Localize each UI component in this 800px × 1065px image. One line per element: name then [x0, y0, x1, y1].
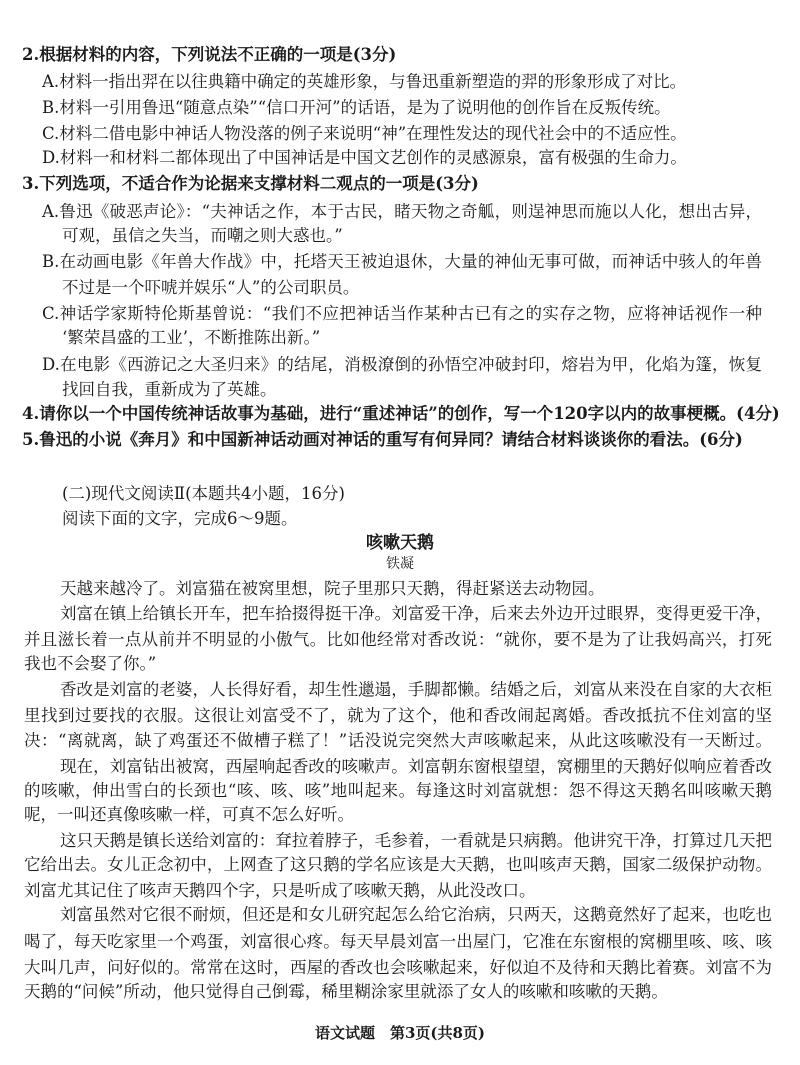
page-footer: 语文试题 第3页(共8页) — [314, 1024, 486, 1042]
option-a: A.鲁迅《破恶声论》：“夫神话之作，本于古民，睹天物之奇觚，则逞神思而施以人化，想出古异， — [42, 202, 762, 221]
option-d-cont: 找回自我，重新成为了英雄。 — [62, 380, 277, 399]
option-a: A.材料一指出羿在以往典籍中确定的英雄形象，与鲁迅重新塑造的羿的形象形成了对比。 — [42, 72, 687, 91]
passage-line: 它给出去。女儿正念初中，上网查了这只鹅的学名应该是大天鹅，也叫咳声天鹅，国家二级保护动物。 — [24, 855, 772, 874]
passage-line: 刘富尤其记住了咳声天鹅四个字，只是听成了咳嗽天鹅，从此没改口。 — [24, 881, 536, 900]
question-stem: 3.下列选项，不适合作为论据来支撑材料二观点的一项是(3分) — [22, 174, 479, 193]
passage-line: 现在，刘富钻出被窝，西屋响起香改的咳嗽声。刘富朝东窗根望望，窝棚里的天鹅好似响应着香改 — [60, 757, 772, 776]
passage-line: 的咳嗽，伸出雪白的长颈也“咳、咳、咳”地叫起来。每逢这时刘富就想：怨不得这天鹅名叫咳嗽天鹅 — [24, 781, 772, 800]
passage-line: 刘富在镇上给镇长开车，把车拾掇得挺干净。刘富爱干净，后来去外边开过眼界，变得更爱干净， — [60, 604, 772, 623]
option-c: C.神话学家斯特伦斯基曾说：“我们不应把神话当作某种古已有之的实存之物，应将神话视作一种 — [42, 304, 762, 323]
passage-title: 咳嗽天鹅 — [366, 533, 434, 553]
passage-line: 呢，一叫还真像咳嗽一样，可真不怎么好听。 — [24, 805, 354, 824]
passage-line: 天越来越冷了。刘富猫在被窝里想，院子里那只天鹅，得赶紧送去动物园。 — [60, 579, 605, 598]
section-heading: (二)现代文阅读Ⅱ(本题共4小题，16分) — [62, 484, 345, 503]
section-instruction: 阅读下面的文字，完成6～9题。 — [62, 509, 298, 528]
option-a-cont: 可观，虽信之失当，而嘲之则大惑也。” — [62, 226, 343, 245]
passage-line: 并且滋长着一点从前并不明显的小傲气。比如他经常对香改说：“就你，要不是为了让我妈高兴，打死 — [24, 630, 772, 649]
passage-line: 我也不会娶了你。” — [24, 654, 157, 673]
option-b-cont: 不过是一个吓唬并娱乐“人”的公司职员。 — [62, 278, 360, 297]
option-b: B.材料一引用鲁迅“随意点染”“信口开河”的话语，是为了说明他的创作旨在反叛传统。 — [42, 98, 671, 117]
passage-author: 铁凝 — [386, 556, 414, 572]
question-stem: 2.根据材料的内容，下列说法不正确的一项是(3分) — [22, 45, 397, 64]
passage-line: 刘富虽然对它很不耐烦，但还是和女儿研究起怎么给它治病，只两天，这鹅竟然好了起来，也吃也 — [60, 905, 772, 924]
passage-line: 天鹅的“问候”所动，他只觉得自己倒霉，稀里糊涂家里就添了女人的咳嗽和咳嗽的天鹅。 — [24, 982, 668, 1001]
passage-line: 喝了，每天吃家里一个鸡蛋，刘富很心疼。每天早晨刘富一出屋门，它准在东窗根的窝棚里咳、咳、咳 — [24, 932, 772, 951]
passage-line: 大叫几声，问好似的。常常在这时，西屋的香改也会咳嗽起来，好似迫不及待和天鹅比着赛。刘富不为 — [24, 958, 772, 977]
option-c-cont: ‘繁荣昌盛的工业’，不断推陈出新。” — [62, 328, 321, 347]
passage-line: 决：“离就离，缺了鸡蛋还不做槽子糕了！”话没说完突然大声咳嗽起来，从此这咳嗽没有一天断过。 — [24, 731, 772, 750]
option-c: C.材料二借电影中神话人物没落的例子来说明“神”在理性发达的现代社会中的不适应性。 — [42, 124, 687, 143]
option-b: B.在动画电影《年兽大作战》中，托塔天王被迫退休，大量的神仙无事可做，而神话中骇人的年兽 — [42, 252, 762, 271]
question-5: 5.鲁迅的小说《奔月》和中国新神话动画对神话的重写有何异同？请结合材料谈谈你的看法。(6分) — [22, 430, 743, 449]
passage-line: 香改是刘富的老婆，人长得好看，却生性邋遢，手脚都懒。结婚之后，刘富从来没在自家的大衣柜 — [60, 680, 772, 699]
passage-line: 这只天鹅是镇长送给刘富的：耷拉着脖子，毛参着，一看就是只病鹅。他讲究干净，打算过几天把 — [60, 831, 772, 850]
passage-line: 里找到过要找的衣服。这很让刘富受不了，就为了这个，他和香改闹起离婚。香改抵抗不住刘富的坚 — [24, 706, 772, 725]
option-d: D.在电影《西游记之大圣归来》的结尾，消极潦倒的孙悟空冲破封印，熔岩为甲，化焰为篷，恢复 — [42, 355, 762, 374]
question-4: 4.请你以一个中国传统神话故事为基础，进行“重述神话”的创作，写一个120字以内的故事梗概。(4分) — [22, 404, 780, 423]
option-d: D.材料一和材料二都体现出了中国神话是中国文艺创作的灵感源泉，富有极强的生命力。 — [42, 148, 687, 167]
